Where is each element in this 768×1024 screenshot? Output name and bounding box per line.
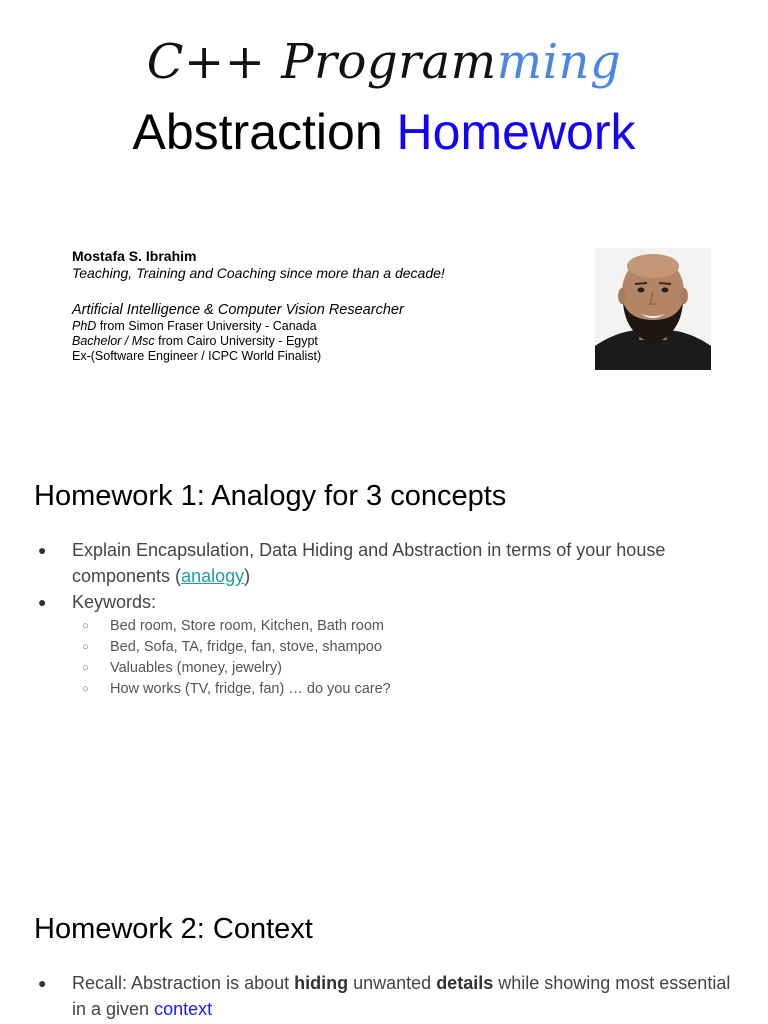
keywords-label: Keywords: xyxy=(72,592,157,612)
course-logo xyxy=(0,30,768,94)
logo-text-main: C++ Program xyxy=(146,34,497,90)
bachelor-label: Bachelor / Msc xyxy=(72,334,155,348)
keyword-text: How works (TV, fridge, fan) … do you care? xyxy=(110,681,391,697)
bachelor-text: from Cairo University - Egypt xyxy=(154,334,318,348)
list-item xyxy=(38,658,738,679)
author-photo xyxy=(595,248,711,370)
author-phd xyxy=(72,319,445,334)
author-role: Artificial Intelligence & Computer Vision Researcher xyxy=(72,302,404,318)
analogy-link[interactable]: analogy xyxy=(181,566,245,586)
list-item xyxy=(38,616,738,637)
author-portrait-icon xyxy=(595,248,711,370)
bullet-text: while showing most essential in a given xyxy=(72,973,731,1019)
homework2-heading: Homework 2: Context xyxy=(34,913,313,945)
circle-bullet-icon: ○ xyxy=(82,683,89,695)
homework1-heading: Homework 1: Analogy for 3 concepts xyxy=(34,480,507,512)
list-item xyxy=(38,679,738,700)
phd-text: from Simon Fraser University - Canada xyxy=(96,319,317,333)
bullet-icon: ● xyxy=(38,975,47,991)
list-item xyxy=(38,589,738,615)
list-item xyxy=(38,537,738,589)
author-tagline: Teaching, Training and Coaching since more than a decade! xyxy=(72,265,445,281)
author-bachelor xyxy=(72,334,445,349)
logo-text-accent: ming xyxy=(496,34,622,90)
page-title xyxy=(0,101,768,163)
details-emphasis: details xyxy=(436,973,494,993)
bullet-text-end: ) xyxy=(244,566,251,586)
author-info xyxy=(72,248,445,364)
bullet-icon: ● xyxy=(38,542,47,558)
circle-bullet-icon: ○ xyxy=(82,641,89,653)
author-name: Mostafa S. Ibrahim xyxy=(72,248,197,264)
circle-bullet-icon: ○ xyxy=(82,620,89,632)
keyword-text: Valuables (money, jewelry) xyxy=(110,660,282,676)
bullet-text: Recall: Abstraction is about xyxy=(72,973,295,993)
title-main: Abstraction xyxy=(132,104,383,160)
list-item xyxy=(38,637,738,658)
homework2-list xyxy=(38,970,738,1022)
keyword-text: Bed room, Store room, Kitchen, Bath room xyxy=(110,618,385,634)
phd-label: PhD xyxy=(72,319,97,333)
bullet-text: unwanted xyxy=(348,973,437,993)
author-ex: Ex-(Software Engineer / ICPC World Finalist) xyxy=(72,349,322,363)
keyword-text: Bed, Sofa, TA, fridge, fan, stove, shampoo xyxy=(110,639,382,655)
bullet-text: Explain Encapsulation, Data Hiding and Abstraction in terms of your house components ( xyxy=(72,540,666,586)
list-item xyxy=(38,970,738,1022)
bullet-icon: ● xyxy=(38,594,47,610)
title-accent: Homework xyxy=(396,104,636,160)
circle-bullet-icon: ○ xyxy=(82,662,89,674)
context-highlight: context xyxy=(154,999,213,1019)
hiding-emphasis: hiding xyxy=(294,973,349,993)
homework1-list xyxy=(38,537,738,700)
